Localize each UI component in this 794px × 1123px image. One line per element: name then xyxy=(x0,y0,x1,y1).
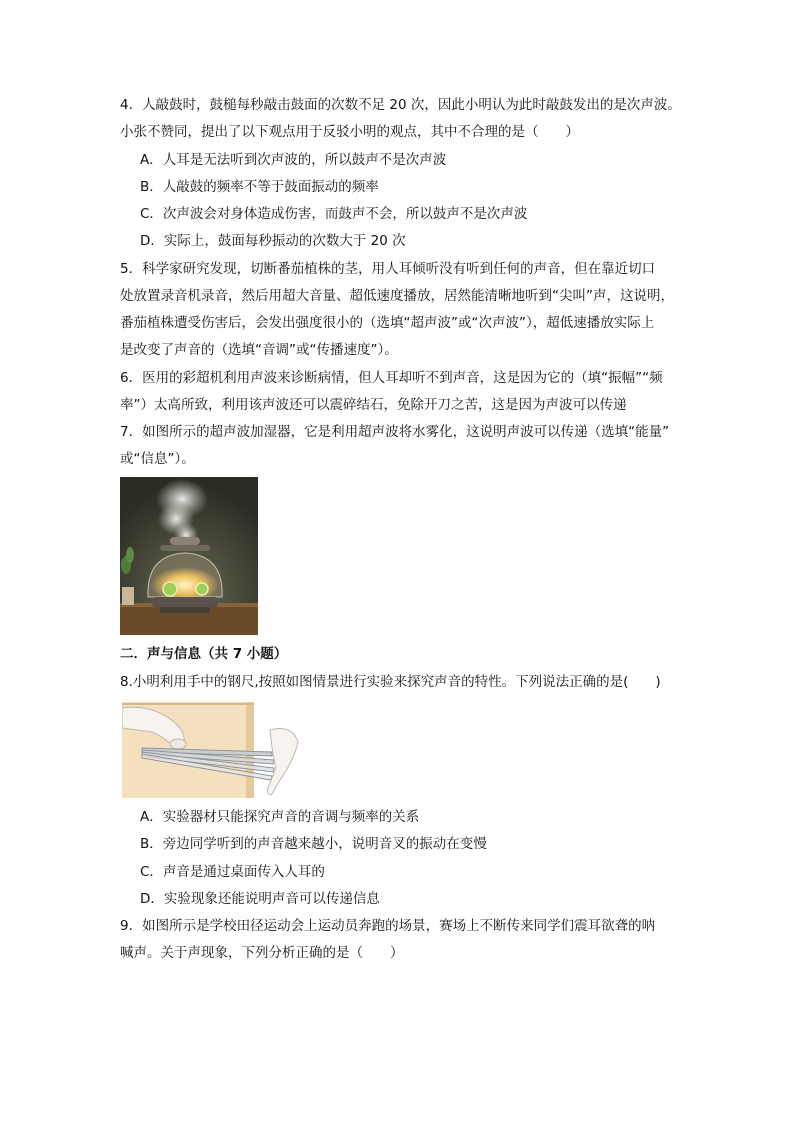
ultrasonic-humidifier-image xyxy=(120,477,258,635)
q5-line4: 是改变了声音的（选填“音调”或“传播速度”）。 xyxy=(120,342,398,358)
q7-line1: 7．如图所示的超声波加湿器，它是利用超声波将水雾化，这说明声波可以传递（选填“能量” xyxy=(120,424,670,440)
q4-option-d: D．实际上，鼓面每秒振动的次数大于 20 次 xyxy=(140,233,406,249)
q5-line3: 番茄植株遭受伤害后，会发出强度很小的（选填“超声波”或“次声波”），超低速播放实际上 xyxy=(120,315,655,331)
q4-option-c: C．次声波会对身体造成伤害，而鼓声不会，所以鼓声不是次声波 xyxy=(140,206,528,222)
q4-option-a: A．人耳是无法听到次声波的，所以鼓声不是次声波 xyxy=(140,152,447,168)
q7-line2: 或“信息”）。 xyxy=(120,451,195,467)
q4-option-b: B．人敲鼓的频率不等于鼓面振动的频率 xyxy=(140,179,379,195)
q8-stem: 8.小明利用手中的钢尺,按照如图情景进行实验来探究声音的特性。下列说法正确的是( ) xyxy=(120,674,661,690)
q5-line2: 处放置录音机录音，然后用超大音量、超低速度播放，居然能清晰地听到“尖叫”声，这说明， xyxy=(120,288,674,304)
q5-line1: 5．科学家研究发现，切断番茄植株的茎，用人耳倾听没有听到任何的声音，但在靠近切口 xyxy=(120,261,656,277)
q9-line1: 9．如图所示是学校田径运动会上运动员奔跑的场景，赛场上不断传来同学们震耳欲聋的呐 xyxy=(120,918,656,934)
q8-option-a: A．实验器材只能探究声音的音调与频率的关系 xyxy=(140,809,420,825)
q9-line2: 喊声。关于声现象，下列分析正确的是（ ） xyxy=(120,945,404,961)
q4-stem-line2: 小张不赞同，提出了以下观点用于反驳小明的观点，其中不合理的是（ ） xyxy=(120,124,579,140)
q8-option-c: C．声音是通过桌面传入人耳的 xyxy=(140,864,325,880)
q6-line1: 6．医用的彩超机利用声波来诊断病情，但人耳却听不到声音，这是因为它的（填“振幅”“频 xyxy=(120,370,663,386)
ruler-experiment-image xyxy=(122,702,304,798)
q4-stem-line1: 4．人敲鼓时，鼓槌每秒敲击鼓面的次数不足 20 次，因此小明认为此时敲鼓发出的是次声波。 xyxy=(120,97,681,113)
q8-option-d: D．实验现象还能说明声音可以传递信息 xyxy=(140,891,380,907)
q6-line2: 率”）太高所致，利用该声波还可以震碎结石，免除开刀之苦，这是因为声波可以传递 xyxy=(120,397,627,413)
section-heading: 二．声与信息（共 7 小题） xyxy=(120,646,288,662)
q8-option-b: B．旁边同学听到的声音越来越小，说明音叉的振动在变慢 xyxy=(140,836,487,852)
